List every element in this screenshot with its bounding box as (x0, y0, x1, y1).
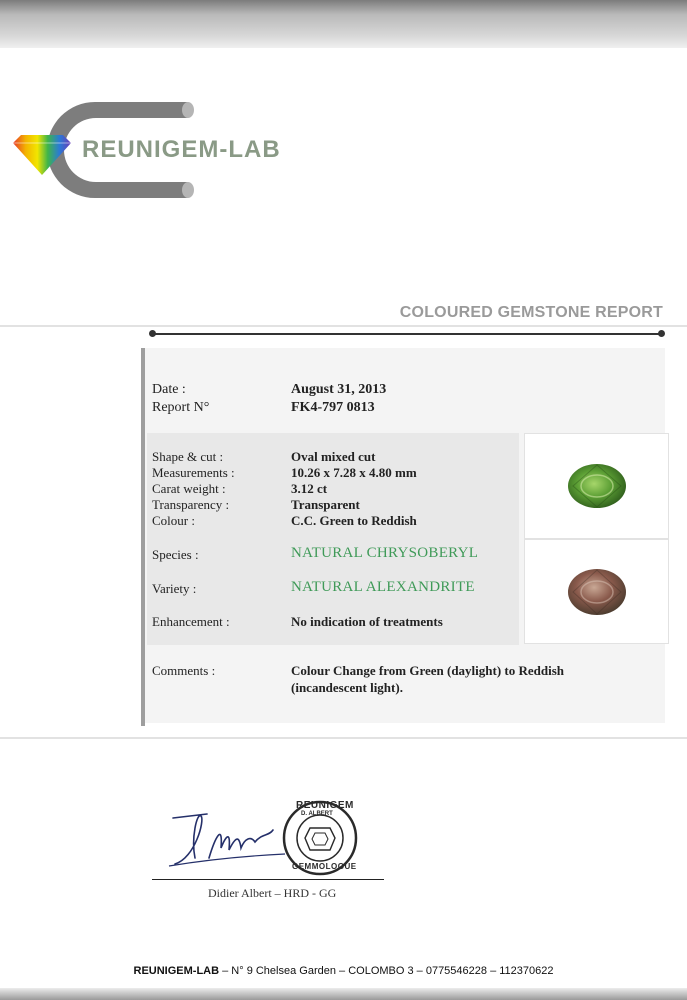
species-value: NATURAL CHRYSOBERYL (291, 545, 479, 561)
measurements-label: Measurements : (152, 465, 235, 480)
scan-bottom-edge (0, 988, 687, 1000)
seal-text-top: REUNIGEM (296, 800, 354, 811)
scan-top-edge (0, 0, 687, 48)
logo-wordmark: REUNIGEM-LAB (82, 136, 281, 163)
footer-address (0, 965, 687, 977)
rainbow-diamond-icon (13, 133, 71, 175)
variety-value: NATURAL ALEXANDRITE (291, 579, 475, 595)
fold-line-upper (0, 325, 687, 327)
fold-line-lower (0, 737, 687, 739)
carat-label: Carat weight : (152, 481, 226, 496)
enhancement-label: Enhancement : (152, 614, 230, 629)
gem-photo-daylight (524, 433, 669, 539)
shape-label: Shape & cut : (152, 449, 224, 464)
comments-line-2: (incandescent light). (291, 680, 403, 695)
species-label: Species : (152, 547, 199, 562)
seal-text-bottom: GEMMOLOGUE (292, 862, 357, 871)
measurements-value: 10.26 x 7.28 x 4.80 mm (291, 465, 417, 480)
transparency-label: Transparency : (152, 497, 230, 512)
colour-value: C.C. Green to Reddish (291, 513, 417, 528)
enhancement-value: No indication of treatments (291, 614, 443, 629)
comments-line-1: Colour Change from Green (daylight) to Reddish (291, 663, 565, 678)
footer-brand: REUNIGEM-LAB (133, 965, 220, 977)
colour-label: Colour : (152, 513, 195, 528)
report-number-value: FK4-797 0813 (291, 400, 375, 415)
gem-daylight-icon (567, 463, 627, 509)
seal-text-mid: D. ALBERT (301, 811, 333, 817)
transparency-value: Transparent (291, 497, 360, 512)
title-rule (152, 333, 662, 335)
panel-edge (141, 348, 145, 726)
date-label: Date : (152, 382, 186, 397)
shape-value: Oval mixed cut (291, 449, 376, 464)
gem-incandescent-icon (567, 568, 627, 616)
variety-label: Variety : (152, 581, 197, 596)
report-number-label: Report N° (152, 400, 210, 415)
signer-name: Didier Albert – HRD - GG (208, 886, 337, 900)
gem-photo-incandescent (524, 539, 669, 644)
footer-contact: – N° 9 Chelsea Garden – COLOMBO 3 – 0775546228 – 112370622 (219, 965, 554, 977)
carat-value: 3.12 ct (291, 481, 328, 496)
report-title: COLOURED GEMSTONE REPORT (399, 304, 663, 321)
comments-label: Comments : (152, 663, 216, 678)
signature-line (152, 879, 384, 880)
date-value: August 31, 2013 (291, 382, 387, 397)
